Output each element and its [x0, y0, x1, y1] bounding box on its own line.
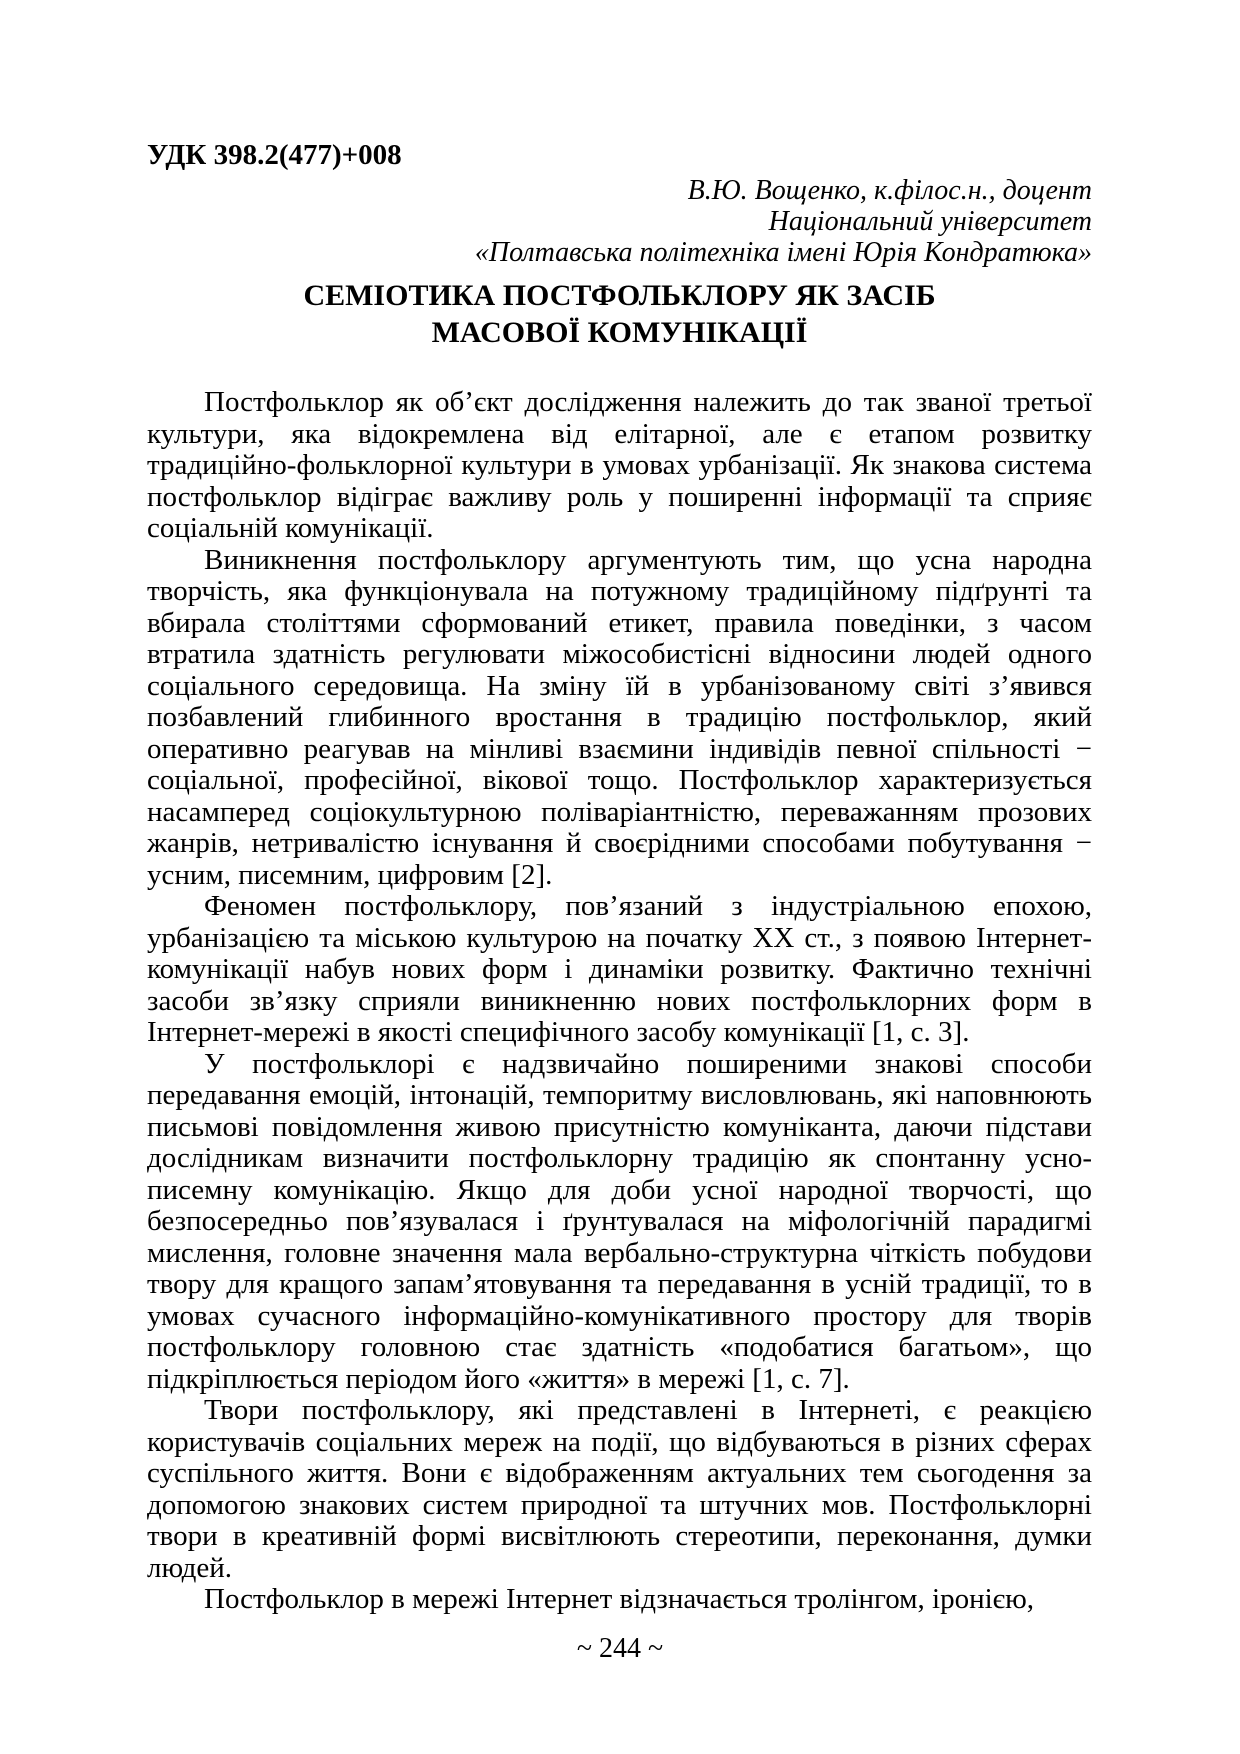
article-title-line-1: СЕМІОТИКА ПОСТФОЛЬКЛОРУ ЯК ЗАСІБ	[303, 279, 936, 312]
author-affiliation-line: Національний університет	[768, 206, 1092, 237]
page-content	[147, 138, 1092, 1616]
body-paragraph-6: Постфольклор в мережі Інтернет відзначається тролінгом, іронією,	[204, 1583, 1035, 1615]
body-paragraph-4: У постфольклорі є надзвичайно поширеними знакові способи передавання емоцій, інтонацій, темпоритму висловлювань, які наповнюють письмові повідомлення живою присутністю комуніканта, даючи підстави дослідникам визначити постфольклорну традицію як спонтанну усно-писемну комунікацію. Якщо для доби усної народної творчості, що безпосередньо пов’язувалася і ґрунтувалася на міфологічній парадигмі мислення, головне значення мала вербально-структурна чіткість побудови твору для кращого запам’ятовування та передавання в усній традиції, то в умовах сучасного інформаційно-комунікативного простору для творів постфольклору головною стає здатність «подобатися багатьом», що підкріплюється періодом його «життя» в мережі [1, с. 7].	[147, 1047, 1092, 1395]
page-number: ~ 244 ~	[576, 1633, 664, 1664]
body-paragraph-5: Твори постфольклору, які представлені в Інтернеті, є реакцією користувачів соціальних мереж на події, що відбуваються в різних сферах суспільного життя. Вони є відображенням актуальних тем сьогодення за допомогою знакових систем природної та штучних мов. Постфольклорні твори в креативній формі висвітлюють стереотипи, переконання, думки людей.	[147, 1394, 1092, 1584]
author-block	[147, 175, 1092, 268]
body-paragraph-2: Виникнення постфольклору аргументують тим, що усна народна творчість, яка функціонувала на потужному традиційному підґрунті та вбирала століттями сформований етикет, правила поведінки, з часом втратила здатність регулювати міжособистісні відносини людей одного соціального середовища. На зміну їй в урбанізованому світі з’явився позбавлений глибинного вростання в традицію постфольклор, який оперативно реагував на мінливі взаємини індивідів певної спільності − соціальної, професійної, вікової тощо. Постфольклор характеризується насамперед соціокультурною поліваріантністю, переважанням прозових жанрів, нетривалістю існування й своєрідними способами побутування − усним, писемним, цифровим [2].	[147, 543, 1092, 891]
author-university-line: «Полтавська політехніка імені Юрія Кондратюка»	[474, 237, 1092, 268]
udc-code: УДК 398.2(477)+008	[147, 139, 402, 171]
article-title-line-2: МАСОВОЇ КОМУНІКАЦІЇ	[431, 316, 808, 349]
body-paragraph-1: Постфольклор як об’єкт дослідження належить до так званої третьої культури, яка відокремлена від елітарної, але є етапом розвитку традиційно-фольклорної культури в умовах урбанізації. Як знакова система постфольклор відіграє важливу роль у поширенні інформації та сприяє соціальній комунікації.	[147, 386, 1092, 544]
author-name-line: В.Ю. Вощенко, к.філос.н., доцент	[687, 175, 1092, 206]
body-paragraph-3: Феномен постфольклору, пов’язаний з індустріальною епохою, урбанізацією та міською культурою на початку ХХ ст., з появою Інтернет-комунікації набув нових форм і динаміки розвитку. Фактично технічні засоби зв’язку сприяли виникненню нових постфольклорних форм в Інтернет-мережі в якості специфічного засобу комунікації [1, с. 3].	[147, 890, 1092, 1048]
article-title	[147, 277, 1092, 351]
